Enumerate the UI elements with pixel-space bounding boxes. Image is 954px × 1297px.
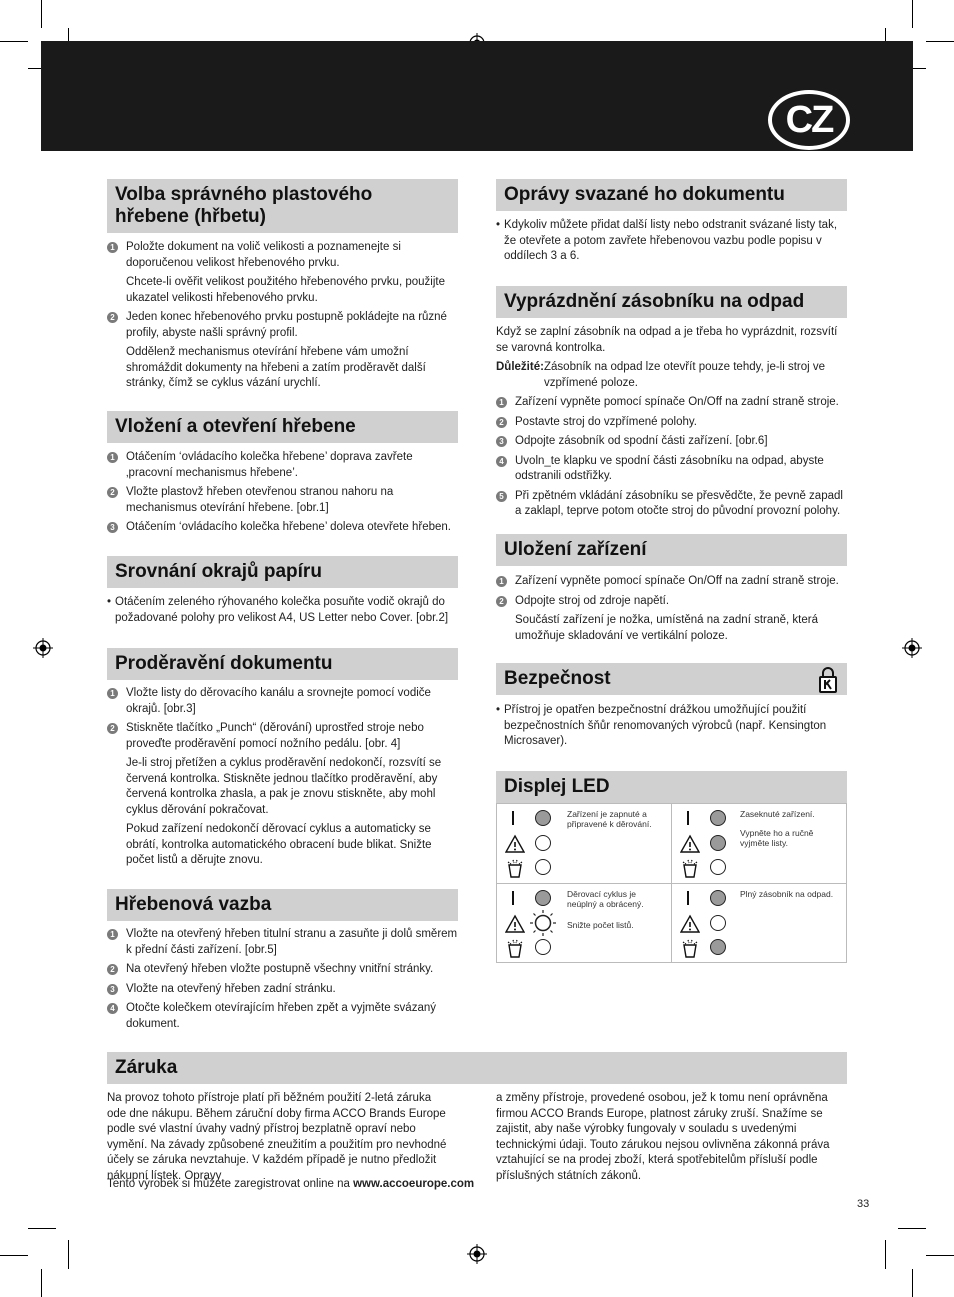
led-indicator [710,915,726,931]
country-code-badge: CZ [768,90,850,150]
crop-mark [41,1269,42,1297]
crop-mark [28,1228,56,1229]
section-heading-zaruka: Záruka [107,1052,847,1084]
crop-mark [926,41,954,42]
register-link[interactable]: www.accoeurope.com [353,1178,475,1190]
waste-bin-icon [680,938,700,958]
led-indicator [710,810,726,826]
important-note: Důležité: Zásobník na odpad lze otevřít pouze tehdy, je-li stroj ve vzpřímené poloze. [496,361,826,389]
registration-mark-icon [902,638,922,658]
crop-mark [912,1269,913,1297]
crop-mark [885,1240,886,1269]
section-vlozeni-body [107,450,458,540]
crop-mark [912,0,913,28]
list-item: 2 Odpojte stroj od zdroje napětí. [496,594,847,610]
list-item: 4 Uvoln_te klapku ve spodní části zásobníku na odpad, abyste odstranili odstřižky. [496,454,847,485]
paragraph: Když se zaplní zásobník na odpad a je třeba ho vyprázdnit, rozsvítí se varovná kontrolka. [496,326,838,354]
led-indicator [535,890,551,906]
warning-icon [680,914,700,934]
led-indicator [535,939,551,955]
section-hrebenova-body [107,927,458,1036]
blinking-led-icon [529,909,557,937]
led-description: Zařízení je zapnuté a připravené k děrování. [567,809,652,829]
led-indicator [710,835,726,851]
waste-bin-icon [680,858,700,878]
led-cell [671,883,846,962]
section-heading-opravy: Oprávy svazané ho dokumentu [496,179,847,211]
paragraph: Oddělenž mechanismus otevírání hřebene vám umožní shromáždit dokumenty na hřebeni a zatím proděravět další stránky, čímž se cyklus vázání urychlí. [126,346,426,389]
section-proderaveni-body [107,686,458,873]
led-description: Vypněte ho a ručně vyjměte listy. [740,828,814,848]
section-vyprazdneni-body [496,325,847,524]
list-item: 1 Otáčením ‘ovládacího kolečka hřebene’ doprava zavřete ‚pracovní mechanismus hřebene’. [107,450,458,481]
list-item: 1 Položte dokument na volič velikosti a poznamenejte si doporučenou velikost hřebenového prvku. [107,240,458,271]
section-heading-hrebenova: Hřebenová vazba [107,889,458,921]
waste-bin-icon [505,938,525,958]
led-indicator [710,890,726,906]
section-heading-volba: Volba správného plastového hřebene (hřbetu) [107,179,458,233]
section-heading-ulozeni: Uložení zařízení [496,534,847,566]
bullet-item: • Otáčením zeleného rýhovaného kolečka posuňte vodič okrajů do požadované polohy pro velikost A4, US Letter nebo Cover. [obr.2] [107,595,458,626]
power-icon [512,891,514,905]
crop-mark [0,41,28,42]
section-heading-proderaveni: Proděravění dokumentu [107,648,458,680]
warning-icon [505,914,525,934]
list-item: 2 Vložte plastovž hřeben otevřenou stranou nahoru na mechanismus otevírání hřebene. [obr.1] [107,485,458,516]
led-description: Zaseknuté zařízení. [740,809,815,819]
crop-mark [0,1255,28,1256]
crop-mark [898,1228,926,1229]
led-cell [497,804,672,883]
list-item: 4 Otočte kolečkem otevírajícím hřeben zpět a vyjměte svázaný dokument. [107,1001,458,1032]
paragraph: Je-li stroj přetížen a cyklus proděravění nedokončí, rozsvítí se červená kontrolka. Stiskněte jednou tlačítko proděravění, aby červená kontrolka zhasla, a pak je znovu stiskněte, aby mohl cyklus děrování pokračovat. [126,757,442,816]
list-item: 2 Postavte stroj do vzpřímené polohy. [496,415,847,431]
list-item: 2 Na otevřený hřeben vložte postupně všechny vnitřní stránky. [107,962,458,978]
section-heading-bezpecnost: Bezpečnost [496,663,847,695]
list-item: 3 Vložte na otevřený hřeben zadní stránku. [107,982,458,998]
section-heading-vlozeni: Vložení a otevření hřebene [107,411,458,443]
list-item: 1 Vložte na otevřený hřeben titulní stranu a zasuňte ji dolů směrem k přední části zařízení. [obr.5] [107,927,458,958]
registration-mark-icon [467,1244,487,1264]
register-line: Tento výrobek si můžete zaregistrovat online na www.accoeurope.com [107,1178,475,1190]
page-number: 33 [857,1198,870,1210]
paragraph: Chcete-li ověřit velikost použitého hřebenového prvku, použijte ukazatel velikosti hřebenového prvku. [126,276,445,304]
registration-mark-icon [33,638,53,658]
section-opravy-body [496,218,847,265]
list-item: 3 Otáčením ‘ovládacího kolečka hřebene’ doleva otevřete hřeben. [107,520,458,536]
section-srovnani-body [107,595,458,626]
section-heading-srovnani: Srovnání okrajů papíru [107,556,458,588]
bullet-item: • Kdykoliv můžete přidat další listy nebo odstranit svázané listy tak, že otevřete a potom zavřete hřebenovou vazbu podle popisu v oddílech 3 a 6. [496,218,847,265]
waste-bin-icon [505,858,525,878]
led-indicator [535,810,551,826]
paragraph: Pokud zařízení nedokončí děrovací cyklus a automaticky se obrátí, kontrolka automatického obracení bude blikat. Snižte počet listů a děrujte znovu. [126,823,432,866]
led-cell [497,883,672,962]
list-item: 1 Zařízení vypněte pomocí spínače On/Off na zadní straně stroje. [496,574,847,590]
led-description: Snižte počet listů. [567,920,634,930]
list-item: 2 Stiskněte tlačítko „Punch“ (děrování) uprostřed stroje nebo proveďte proděravění pomocí nožního pedálu. [obr. 4] [107,721,458,752]
list-item: 2 Jeden konec hřebenového prvku postupně pokládejte na různé profily, abyste našli správný profil. [107,310,458,341]
section-ulozeni-body [496,574,847,648]
warranty-text-right: a změny přístroje, provedené osobou, jež k tomu není oprávněna firmou ACCO Brands Europe, platnost záruky zruší. Snažíme se zajistit, aby naše výrobky fungovaly v souladu s uvedenými technickými údaji. Touto zárukou nejsou ovlivněna zákonná práva vztahující se na prodej zboží, která spotřebitelům přísluší podle příslušných státních zákonů. [496,1092,830,1182]
led-status-table [496,803,847,963]
list-item: 3 Odpojte zásobník od spodní části zařízení. [obr.6] [496,434,847,450]
kensington-lock-icon [818,667,838,693]
warranty-text-left: Na provoz tohoto přístroje platí při běžném použití 2-letá záruka ode dne nákupu. Během záruční doby firma ACCO Brands Europe podle své vlastní úvahy vadný přístroj bezplatně opraví nebo vymění. Na závady způsobené zneužitím a použitím pro nevhodné účely se záruka nevztahuje. V každém případě je nutno předložit nákupní lístek. Opravy [107,1092,447,1182]
led-description: Děrovací cyklus je neúplný a obrácený. [567,889,644,909]
crop-mark [41,0,42,28]
led-indicator [535,859,551,875]
led-description: Plný zásobník na odpad. [740,889,834,899]
power-icon [687,811,689,825]
section-heading-vyprazdneni: Vyprázdnění zásobníku na odpad [496,286,847,318]
led-indicator [710,939,726,955]
warning-icon [505,834,525,854]
bullet-item: • Přístroj je opatřen bezpečnostní drážkou umožňující použití bezpečnostních šňůr renomovaných výrobců (např. Kensington Microsaver). [496,703,847,750]
list-item: 1 Zařízení vypněte pomocí spínače On/Off na zadní straně stroje. [496,395,847,411]
list-item: 5 Při zpětném vkládání zásobníku se přesvědčte, že pevně zapadl a zaklapl, teprve potom otočte stroj do původní provozní polohy. [496,489,847,520]
power-icon [512,811,514,825]
section-heading-displej: Displej LED [496,771,847,803]
led-cell [671,804,846,883]
section-volba-body [107,240,458,396]
led-indicator [710,859,726,875]
led-indicator [535,835,551,851]
section-bezpecnost-body [496,703,847,750]
list-item: 1 Vložte listy do děrovacího kanálu a srovnejte pomocí vodiče okrajů. [obr.3] [107,686,458,717]
warning-icon [680,834,700,854]
paragraph: Součástí zařízení je nožka, umístěná na zadní straně, která umožňuje skladování ve vertikální poloze. [515,614,818,642]
power-icon [687,891,689,905]
crop-mark [68,1240,69,1269]
crop-mark [926,1255,954,1256]
